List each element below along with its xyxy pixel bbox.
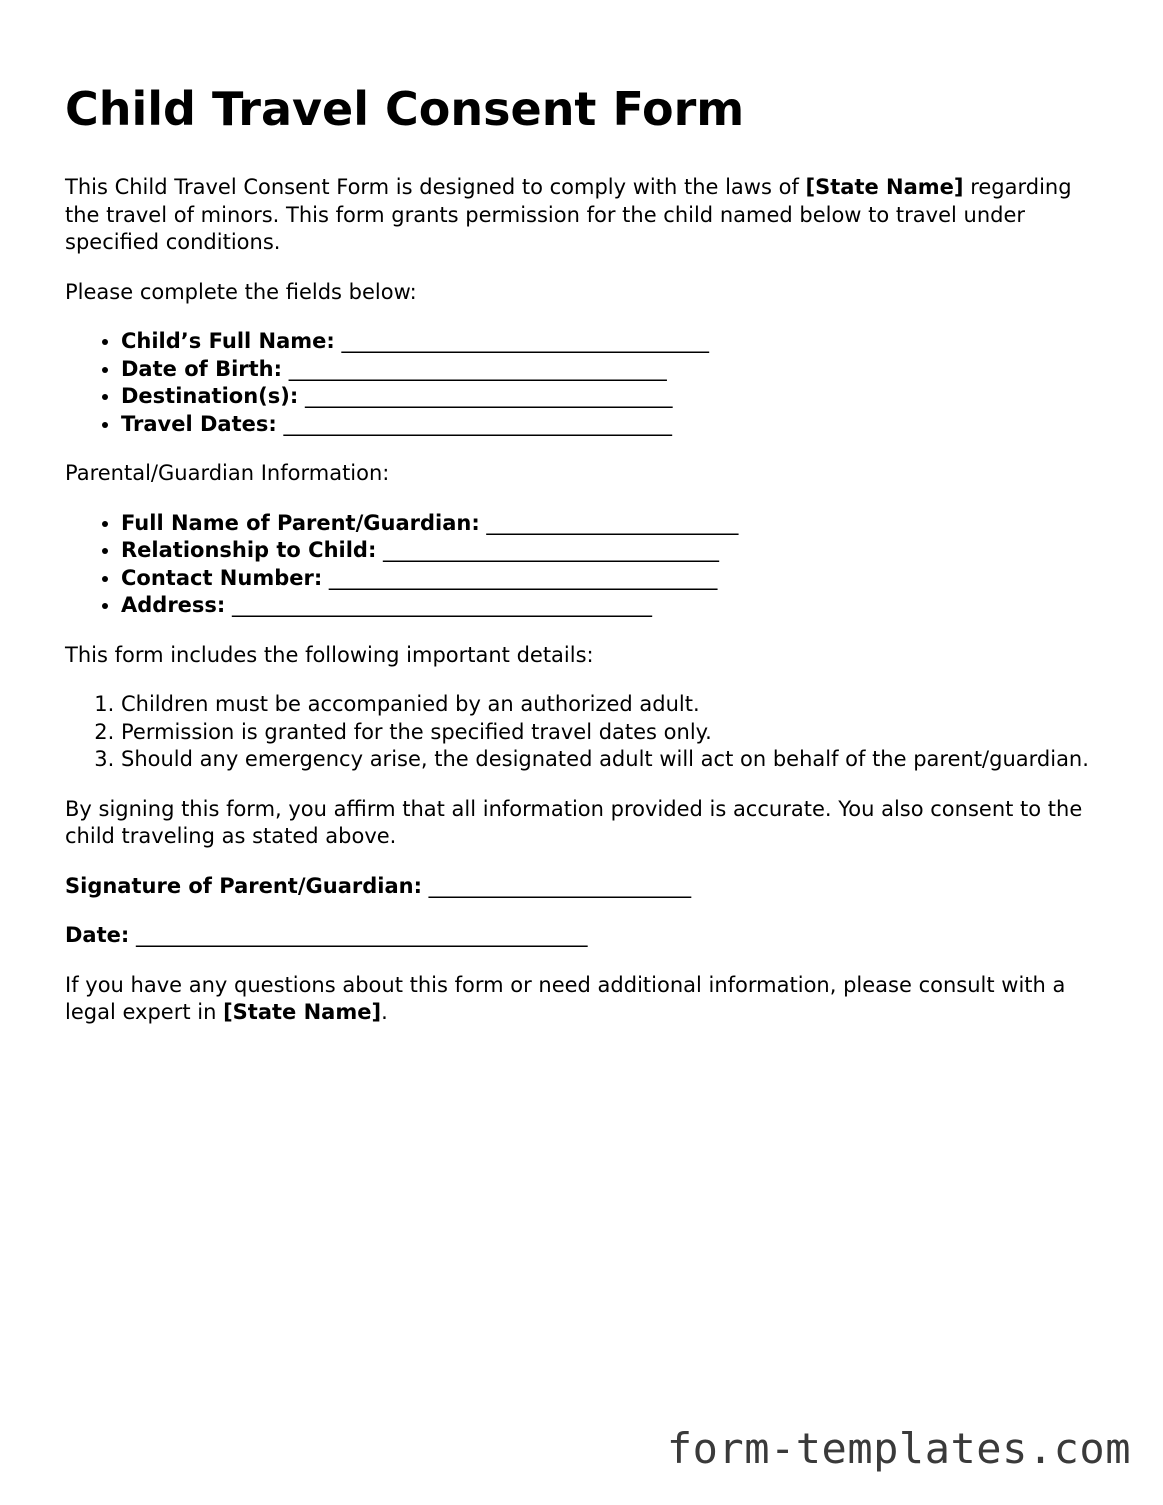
field-label: Travel Dates: bbox=[121, 411, 277, 436]
affirmation-paragraph: By signing this form, you affirm that all information provided is accurate. You also consent to the child traveling as stated above. bbox=[65, 796, 1083, 848]
list-item bbox=[121, 510, 1105, 538]
list-item bbox=[121, 328, 1105, 356]
blank-line[interactable]: _____________________________________ bbox=[328, 565, 718, 590]
watermark: form-templates.com bbox=[666, 1424, 1131, 1473]
list-item bbox=[121, 356, 1105, 384]
blank-line[interactable]: ________________________________________ bbox=[232, 593, 653, 617]
blank-line[interactable]: ___________________________________ bbox=[341, 329, 709, 353]
date-blank[interactable]: ___________________________________________ bbox=[135, 923, 588, 947]
field-label: Address: bbox=[121, 593, 226, 617]
list-item: 1. Children must be accompanied by an authorized adult. bbox=[121, 691, 1105, 719]
field-label: Full Name of Parent/Guardian: bbox=[121, 510, 480, 535]
child-fields-list bbox=[65, 328, 1105, 438]
field-label: Relationship to Child: bbox=[121, 538, 377, 562]
signature-line bbox=[65, 873, 1105, 901]
blank-line[interactable]: ____________________________________ bbox=[288, 356, 667, 381]
field-label: Contact Number: bbox=[121, 565, 323, 590]
list-item: 3. Should any emergency arise, the designated adult will act on behalf of the parent/guardian. bbox=[121, 746, 1105, 774]
intro-suffix: regarding the travel of minors. This form grants permission for the child named below to travel under specified conditions. bbox=[65, 175, 1072, 254]
list-item: 2. Permission is granted for the specified travel dates only. bbox=[121, 719, 1105, 747]
closing-suffix: . bbox=[381, 1000, 388, 1024]
document-page bbox=[65, 80, 1105, 1049]
list-item bbox=[121, 565, 1105, 593]
field-label: Destination(s): bbox=[121, 384, 299, 408]
child-section-heading: Please complete the fields below: bbox=[65, 279, 417, 304]
list-item bbox=[121, 537, 1105, 565]
closing-paragraph bbox=[65, 972, 1105, 1027]
blank-line[interactable]: ___________________________________ bbox=[304, 384, 673, 408]
intro-paragraph bbox=[65, 174, 1105, 257]
field-label: Date of Birth: bbox=[121, 356, 283, 381]
intro-prefix: This Child Travel Consent Form is designed to comply with the laws of bbox=[65, 175, 806, 199]
blank-line[interactable]: ________________________ bbox=[486, 510, 739, 535]
date-label: Date: bbox=[65, 923, 130, 947]
guardian-fields-list bbox=[65, 510, 1105, 620]
date-line bbox=[65, 922, 1105, 950]
list-item bbox=[121, 411, 1105, 439]
field-label: Child’s Full Name: bbox=[121, 329, 335, 353]
page-title: Child Travel Consent Form bbox=[65, 82, 745, 136]
list-item bbox=[121, 592, 1105, 620]
list-item bbox=[121, 383, 1105, 411]
blank-line[interactable]: _____________________________________ bbox=[283, 411, 672, 436]
state-name-placeholder: [State Name] bbox=[223, 1000, 382, 1024]
signature-label: Signature of Parent/Guardian: bbox=[65, 873, 422, 898]
guardian-section-heading: Parental/Guardian Information: bbox=[65, 461, 390, 485]
details-section-heading: This form includes the following important details: bbox=[65, 642, 594, 667]
signature-blank[interactable]: _________________________ bbox=[428, 873, 692, 898]
closing-prefix: If you have any questions about this form or need additional information, please consult with a legal expert in bbox=[65, 972, 1066, 1024]
details-list bbox=[65, 691, 1105, 774]
state-name-placeholder: [State Name] bbox=[805, 175, 964, 199]
blank-line[interactable]: ________________________________ bbox=[383, 538, 720, 562]
